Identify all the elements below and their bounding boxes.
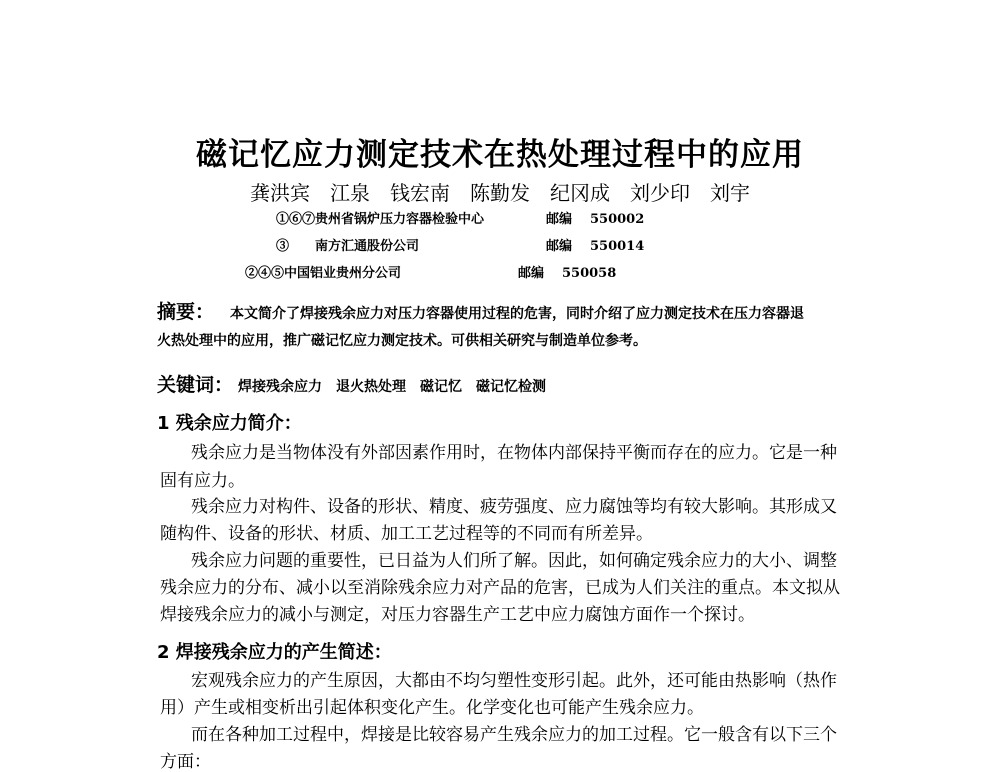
body-text-line: 随构件、设备的形状、材质、加工工艺过程等的不同而有所差异。 xyxy=(160,524,653,544)
postcode: 550002 xyxy=(590,212,645,227)
affiliation-2 xyxy=(276,235,644,254)
affiliation-org: ③ 南方汇通股份公司 xyxy=(276,239,420,254)
body-text-line: 残余应力问题的重要性，已日益为人们所了解。因此，如何确定残余应力的大小、调整 xyxy=(191,551,837,571)
abstract-label: 摘要： xyxy=(157,301,215,323)
body-text-line: 宏观残余应力的产生原因，大都由不均匀塑性变形引起。此外，还可能由热影响（热作 xyxy=(191,671,837,691)
section-1-heading: 1 残余应力简介： xyxy=(157,413,302,434)
body-text-line: 焊接残余应力的减小与测定，对压力容器生产工艺中应力腐蚀方面作一个探讨。 xyxy=(160,605,755,625)
affiliation-org: ①⑥⑦贵州省锅炉压力容器检验中心 xyxy=(276,212,485,227)
author-list: 龚洪宾 江泉 钱宏南 陈勤发 纪冈成 刘少印 刘宇 xyxy=(250,181,750,205)
keywords-label: 关键词： xyxy=(157,374,234,396)
postcode-label: 邮编 xyxy=(546,212,573,227)
affiliation-1 xyxy=(276,208,644,227)
body-text-line: 残余应力的分布、减小以至消除残余应力对产品的危害，已成为人们关注的重点。本文拟从 xyxy=(160,578,840,598)
section-2-heading: 2 焊接残余应力的产生简述： xyxy=(157,642,392,663)
affiliation-3 xyxy=(245,262,616,281)
abstract-text-line: 本文简介了焊接残余应力对压力容器使用过程的危害，同时介绍了应力测定技术在压力容器退 xyxy=(230,306,804,322)
postcode: 550014 xyxy=(590,239,645,254)
body-text-line: 用）产生或相变析出引起体积变化产生。化学变化也可能产生残余应力。 xyxy=(160,698,704,718)
postcode: 550058 xyxy=(562,266,617,281)
body-text-line: 方面： xyxy=(160,752,211,772)
body-text-line: 残余应力对构件、设备的形状、精度、疲劳强度、应力腐蚀等均有较大影响。其形成又 xyxy=(191,497,837,517)
postcode-label: 邮编 xyxy=(546,239,573,254)
body-text-line: 而在各种加工过程中，焊接是比较容易产生残余应力的加工过程。它一般含有以下三个 xyxy=(191,725,837,745)
keywords-text: 焊接残余应力 退火热处理 磁记忆 磁记忆检测 xyxy=(238,379,546,395)
postcode-label: 邮编 xyxy=(518,266,545,281)
paper-title: 磁记忆应力测定技术在热处理过程中的应用 xyxy=(196,137,804,173)
body-text-line: 残余应力是当物体没有外部因素作用时，在物体内部保持平衡而存在的应力。它是一种 xyxy=(191,443,837,463)
body-text-line: 固有应力。 xyxy=(160,471,245,491)
abstract-text-line: 火热处理中的应用，推广磁记忆应力测定技术。可供相关研究与制造单位参考。 xyxy=(157,333,647,349)
affiliation-org: ②④⑤中国铝业贵州分公司 xyxy=(245,266,402,281)
